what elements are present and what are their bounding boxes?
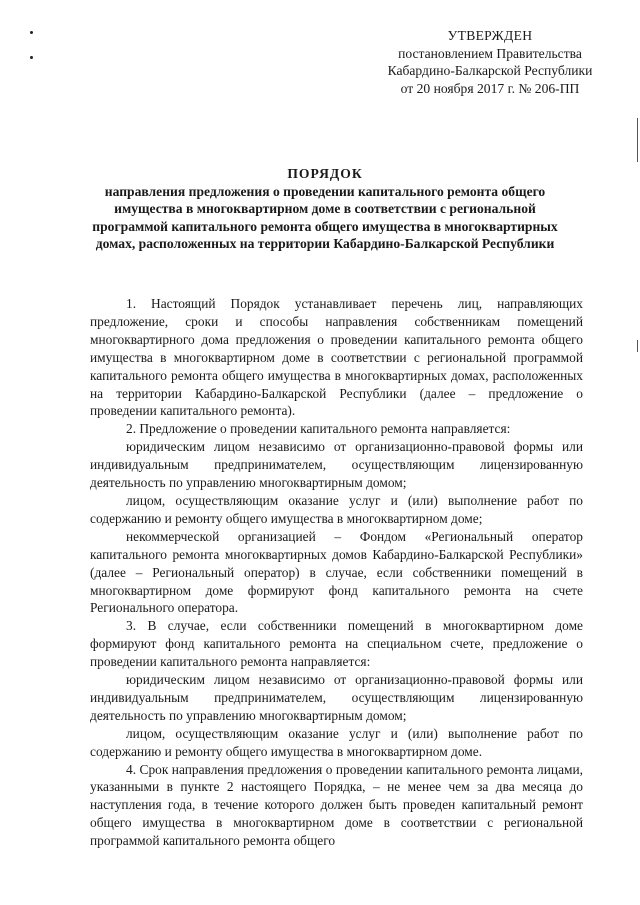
scan-edge-mark — [637, 118, 638, 162]
paragraph: 3. В случае, если собственники помещений в многоквартирном доме формируют фонд капитального ремонта на специальном счете, предложение о проведении капитального ремонта направляется: — [90, 618, 583, 670]
paragraph: юридическим лицом независимо от организационно-правовой формы или индивидуальным предпринимателем, осуществляющим лицензированную деятельность по управлению многоквартирным домом; — [90, 439, 583, 491]
approval-heading: УТВЕРЖДЕН — [447, 28, 533, 43]
approval-line: от 20 ноября 2017 г. № 206-ПП — [400, 80, 580, 96]
paragraph: юридическим лицом независимо от организационно-правовой формы или индивидуальным предпринимателем, осуществляющим лицензированную деятельность по управлению многоквартирным домом; — [90, 672, 583, 723]
scan-speck-mark — [30, 31, 33, 34]
document-title: ПОРЯДОК — [287, 166, 363, 181]
paragraph: некоммерческой организацией – Фондом «Региональный оператор капитального ремонта многоквартирных домов Кабардино-Балкарской Республики» (далее – Региональный оператор) в случае, если собственники помещений в многоквартирном доме формируют фонд капитального ремонта на счете Регионального оператора. — [90, 528, 583, 616]
approval-line: Кабардино-Балкарской Республики — [387, 63, 593, 78]
scan-speck-mark — [30, 56, 33, 59]
document-subtitle: направления предложения о проведении капитального ремонта общего имущества в многоквартирном доме в соответствии с региональной программой капитального ремонта общего имущества в многоквартирных домах, расположенных на территории Кабардино-Балкарской Республики — [92, 183, 558, 251]
document-title-block — [85, 165, 565, 253]
paragraph: 1. Настоящий Порядок устанавливает перечень лиц, направляющих предложение, сроки и способы направления собственникам помещений многоквартирного дома предложения о проведении капитального ремонта общего имущества в многоквартирном доме в соответствии с региональной программой капитального ремонта общего имущества в многоквартирных домах, расположенных на территории Кабардино-Балкарской Республики (далее – предложение о проведении капитального ремонта). — [90, 296, 583, 419]
document-body — [90, 295, 583, 850]
paragraph: 4. Срок направления предложения о проведении капитального ремонта лицами, указанными в пункте 2 настоящего Порядка, – не менее чем за два месяца до наступления года, в течение которого должен быть проведен капитальный ремонт общего имущества в многоквартирном доме в соответствии с региональной программой капитального ремонта общего — [90, 761, 583, 849]
paragraph: лицом, осуществляющим оказание услуг и (или) выполнение работ по содержанию и ремонту общего имущества в многоквартирном доме. — [90, 725, 583, 759]
paragraph: 2. Предложение о проведении капитального ремонта направляется: — [126, 421, 511, 437]
approval-line: постановлением Правительства — [398, 45, 582, 61]
paragraph: лицом, осуществляющим оказание услуг и (или) выполнение работ по содержанию и ремонту общего имущества в многоквартирном доме; — [90, 492, 583, 526]
scan-edge-mark — [637, 340, 638, 352]
approval-stamp — [345, 27, 635, 97]
